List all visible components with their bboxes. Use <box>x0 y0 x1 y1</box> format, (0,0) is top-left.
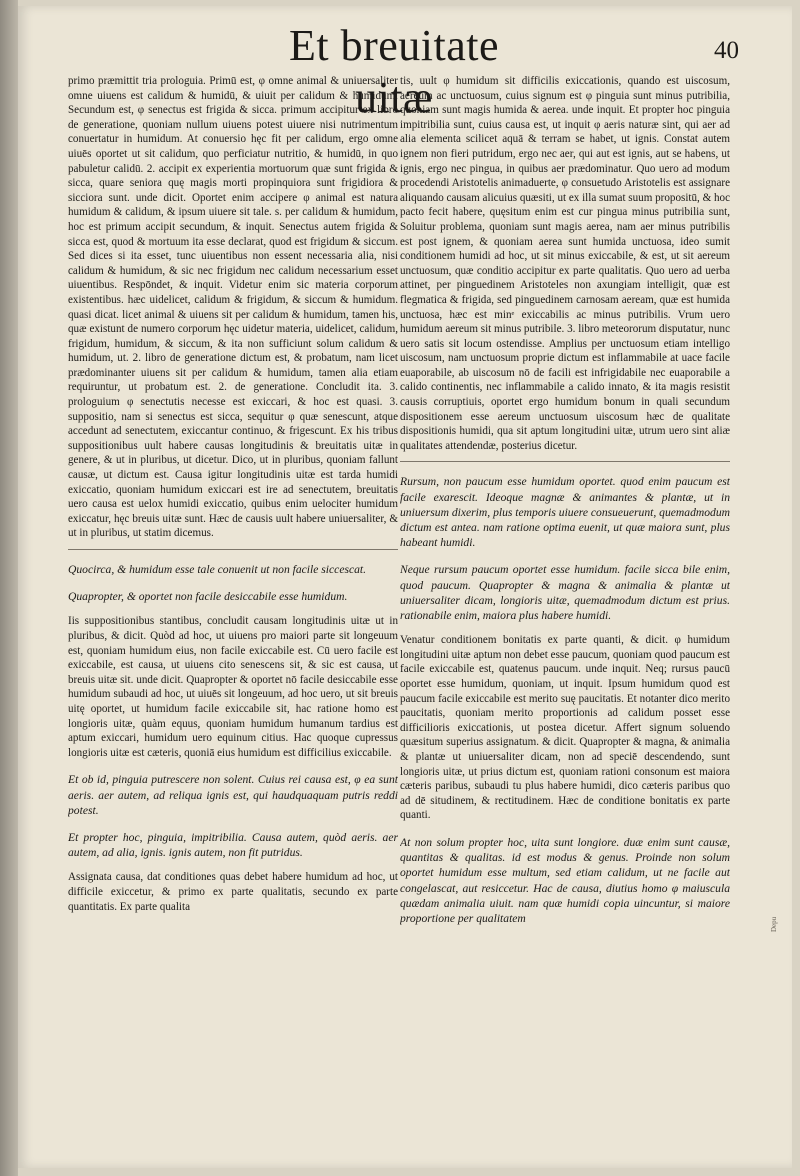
running-header-title: Et breuitate uitæ <box>288 21 499 122</box>
right-text-column <box>400 74 730 1154</box>
lemma-paragraph: Rursum, non paucum esse humidum oportet. quod enim paucum est facile exarescit. Ideoque magnæ & animantes & plantæ, ut in uniuersum dixerim, plus temporis uiuere consueuerunt, quemadmodum dictum est antea. nam ratione optima euenit, ut quæ maiora sunt, plus habeant humidi. <box>400 475 730 550</box>
commentary-paragraph: Iis suppositionibus stantibus, concludit causam longitudinis uitæ ut in pluribus, & dicit. Quòd ad hoc, ut uiuens pro maiori parte sit longeuum est, quoniam humidum eius, non facile exiccabile est. Cū uero facile est exiccabile, est causa, ut uiuens cito senescens sit, & sic est causa, ut breuis uitæ sit. unde dicit. Quapropter & oportet nō facile desiccabile esse humidum subaudi ad hoc, ut uiuēs sit longeuum, ad hoc uero, ut sit breuis uitę oportet, ut humidum facile exiccabile sit, hac ratione homo est longioris uitæ, quàm equus, quoniam humidum humanum tardius est aptum exiccari, humidum uero equinum citius. Hac quoque cupressus longioris uitæ est cæteris, quoniā eius humidum est difficilius exiccabile. <box>68 615 398 759</box>
lemma-paragraph: Neque rursum paucum oportet esse humidum. facile sicca bile enim, quod paucum. Quapropter & magna & animalia & plantæ ut uniuersaliter dicam, longioris uitæ, quemadmodum dictum est prius. rationabile enim, maiora plus habere humidi. <box>400 563 730 623</box>
lemma-paragraph: Quapropter, & oportet non facile desiccabile esse humidum. <box>68 590 348 604</box>
commentary-paragraph: Venatur conditionem bonitatis ex parte quanti, & dicit. φ humidum longitudini uitæ aptum non debet esse paucum, quoniam quod paucum est facile exiccabile est, quatenus paucum. unde inquit. Neq; rursus paucū oportet esse humidum, quoniam, ut inquit. Ipsum humidum quod est paucum facile exiccabile est merito suę paucitatis. Et notanter dico merito paucitatis, quoniam merito proportionis ad calidum posset esse difficilioris exiccationis, ut postea dicetur. Affert signum soluendo quæsitum superius assignatum. & dicit. Quapropter & magna, & animalia & plantæ ut uniuersaliter dicam, non ad speciē descendendo, sunt longioris uitæ, ut prius dictum est, quoniam rationi consonum est maiora cæteris paribus, subaudi tu plus habere humidi, dico cæteris paribus quo ad dē situdinem, & rectitudinem. Hæc de conditione bonitatis ex parte quanti. <box>400 634 730 822</box>
section-divider <box>68 549 398 550</box>
margin-note: Depu <box>770 916 778 932</box>
left-text-column <box>68 74 398 1154</box>
lemma-paragraph: Et ob id, pinguia putrescere non solent. Cuius rei causa est, φ ea sunt aeris. aer autem, ad reliqua ignis est, qui haudquaquam putris reddi potest. <box>68 773 398 817</box>
book-spine-shadow <box>0 0 18 1176</box>
lemma-paragraph: Et propter hoc, pinguia, impitribilia. Causa autem, quòd aeris. aer autem, ad alia, ignis. ignis autem, non fit putridus. <box>68 830 398 860</box>
commentary-paragraph: tis, uult φ humidum sit difficilis exiccationis, quando est uiscosum, aereum ac unctuosum, cuius signum est φ pinguia sunt minus putribilia, quoniam sunt magis humida & aerea. unde inquit. Et propter hoc pinguia impitribilia sunt, cuius causa est, ut inquit φ aeris naturæ sint, qui aer ad alia elementa scilicet aquā & terram se habet, ut ignis. Constat autem ignem non fieri putridum, ergo nec aer, qui aut est ignis, aut se habens, ut ignis, ergo nec pingua, in quibus aer prædominatur. Quo uero ad modum procedendi Aristotelis animaduerte, φ consuetudo Aristotelis est assignare aliquando causam alicuius quæsiti, ut ex illa sumat suum propositū, & hoc pacto fecit habere, quęsitum enim est cur pingua minus putribilia sunt, Soluitur problema, quoniam sunt magis aerea, nam aer minus putribilis est post ignem, & quoniam aerea sunt humida unctuosa, ideo sumit conditionem humidi ad hoc, ut sit minus exiccabile, & est, ut sit aereum unctuosum, quæ conditio accipitur ex parte qualitatis. Quo uero ad uerba attinet, per pinguedinem Aristoteles non axungiam intelligit, quæ est flegmatica & frigida, sed pinguedinem carnosam aeream, quæ est humida unctuosa, hæc est minᵉ exiccabilis ac minus putribilis. Vrum uero humidum aereum sit minus putribile. 3. libro meteororum disputatur, nunc uero satis sit locum ostendisse. Amplius per unctuosum etiam intelligo uiscosum, nam unctuosum proprie dictum est inflammabile at uace facile euaporabile, ab uiscosum nō de facili est infrigidabile nec euaporabile a calido continentis, nec inflammabile a calido innato, & ita magis resistit causis corruptiuis, oportet ergo humidum bonum in quali secundum dispositionem esse aereum unctuosum uiscosum hæc de qualitate dispositionis humidi, qua sit aptum longitudini uitæ, utrum uero sint aliæ qualitates attendendæ, posterius dicetur. <box>400 75 730 452</box>
commentary-paragraph: Assignata causa, dat conditiones quas debet habere humidum ad hoc, ut difficile exiccetur, & primo ex parte qualitatis, secundo ex parte quantitatis. Ex parte qualita <box>68 871 398 913</box>
section-divider <box>400 461 730 462</box>
commentary-paragraph: primo præmittit tria prologuia. Primū est, φ omne animal & uniuersaliter omne uiuens est calidum & humidū, & uiuit per calidum & humidum. Secundum est, φ senectus est frigida & sicca. primum accipitur ex libro de generatione, quoniam nullum uiuens potest uiuere nisi nutrimentum conuertatur in humidum. At conuersio hęc fit per calidum, ergo omne uiuēs oportet ut sit calidum, quo perficiatur nutritio, & humidū, in quo pabuletur calidū. 2. accipit ex experientia mortuorum quæ sunt frigida & sicca, quare seniora quę magis morti propinquiora sunt frigidiora & sicciora sunt. unde dicit. Oportet enim accipere φ animal est natura humidum & calidum, & ipsum uiuere sit tale. s. per calidum & humidum, hoc est primum accipit secundum, & inquit. Senectus autem frigida & sicca est, quod & mortuum ita esse declarat, quod est frigidum & siccum. Sed dices si ita esset, tunc uiuentibus non essent necessaria alia, nisi calidum & humidum, & sic nec frigidum nec calidum necessarium esset uiuentibus. Respōndet, & inquit. Videtur enim sic materia corporum existentibus. hæc uidelicet, calidum & frigidum, & siccum & humidum. quasi dicat. licet animal & uiuens sit per calidum & humidum, tamen his, quæ existunt de numero corporum hęc uidetur materia, uidelicet, calidum, frigidum, humidum, & siccum, & ita non sufficiunt solum calidum & humidum, ut. 2. libro de generatione dictum est, & probatum, nam licet prædominanter uiuens sit per calidum & humidum, tamen alia etiam requiruntur, ut probatum est. 2. de generatione. Concludit ita. 3. prologuium φ senectutis necesse est exiccari, & hoc est quasi. 3. suppositio, nam si senectus est sicca, sequitur φ quæ senescunt, atque accedunt ad senectutem, exiccantur continuo, & frigescunt. Ex his tribus suppositionibus uult habere causas longitudinis & breuitatis uitæ in genere, & ut in pluribus, ut dicetur. Dico, ut in pluribus, quoniam fallunt causæ, ut dictum est. Causa igitur longitudinis uitæ est tarda humidi exiccatio, quoniam humidum exiccari est ire ad senectutem, breuitatis uero causa est uelox humidi exiccatio, quibus enim uelociter humidum exiccatur, hęc breuis uitæ sunt. Hæc de causis uult habere uniuersaliter, & ut in pluribus, ut statim dicemus. <box>68 75 398 540</box>
lemma-paragraph: Quocirca, & humidum esse tale conuenit ut non facile siccescat. <box>68 563 367 576</box>
lemma-paragraph: At non solum propter hoc, uita sunt longiore. duæ enim sunt causæ, quantitas & qualitas. id est modus & genus. Proinde non solum oportet humidum esse multum, sed etiam calidum, ut ne facile aut congelascat, aut resiccetur. Hac de causa, diutius homo φ maiuscula quædam animalia uiuit. nam quæ humidi copia uincuntur, si maiore proportione per qualitatem <box>400 835 730 925</box>
page-number: 40 <box>714 37 739 64</box>
